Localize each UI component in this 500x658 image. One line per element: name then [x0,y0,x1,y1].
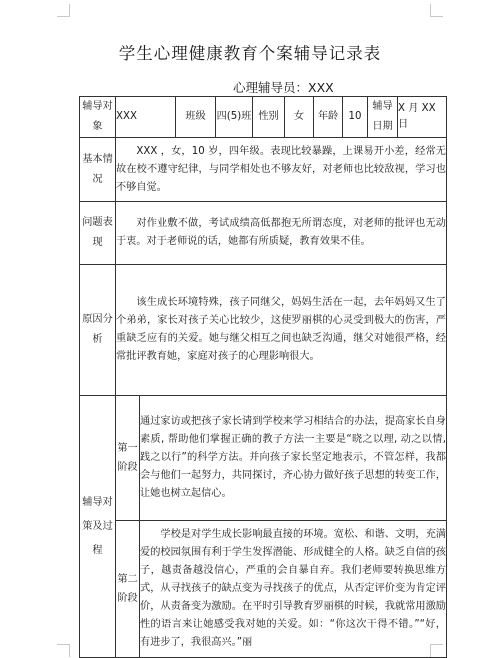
target-label: 辅导对象 [80,97,116,138]
problem-label: 问题表现 [80,202,116,265]
basic-row [80,138,447,202]
cause-label: 原因分析 [80,265,116,396]
counselor-line: 心理辅导员：XXX [233,80,334,95]
stage2-text: 学校是对学生成长影响最直接的环境。宽松、和谐、文明，充满爱的校园氛围有利于学生发挥潜能、形成健全的人格。缺乏自信的孩子，越责备越没信心，严重的会自暴自弃。我们老师要转换思维方式，从寻找孩子的缺点变为寻找孩子的优点，从否定评价变为肯定评价，从责备变为激励。在平时引导教育罗丽棋的时候，我就常用激励性的语言来让她感受我对她的关爱。如：“你这次干得不错。”“好，有进步了，我很高兴。”丽 [140,521,447,658]
info-row [80,97,447,138]
stage1-text: 通过家访或把孩子家长请到学校来学习相结合的办法，提高家长自身素质, 帮助他们掌握正确的教子方法一主要是“晓之以理, 动之以情, 践之以行”的科学方法。并向孩子家长坚定地表示，不管怎样，我都会与他们一起努力，共同探讨，齐心协力做好孩子思想的转变工作，让她也树立起信心。 [140,396,447,521]
date-value: X 月 XX 日 [398,97,447,138]
class-label: 班级 [176,97,216,138]
record-form-table [79,96,447,658]
target-value: XXX [116,97,176,138]
crop-mark-bottom-left [57,644,70,657]
crop-mark-top-left [57,4,70,17]
age-label: 年龄 [314,97,343,138]
document-title: 学生心理健康教育个案辅导记录表 [118,44,382,63]
problem-text: 对作业敷不做，考试成绩高低都抱无所谓态度，对老师的批评也无动于衷。对于老师说的话，她都有所质疑，教育效果不佳。 [116,202,447,265]
date-label: 辅导日期 [368,97,398,138]
problem-row [80,202,447,265]
stage2-label: 第二阶段 [116,521,140,658]
gender-label: 性别 [253,97,285,138]
process-label: 辅导对策及过程 [80,396,116,658]
cause-text: 该生成长环境特殊，孩子同继父，妈妈生活在一起，去年妈妈又生了个弟弟，家长对孩子关心比较少，这使罗丽棋的心灵受到极大的伤害，严重缺乏应有的关爱。她与继父相互之间也缺乏沟通，继父对她很严格，经常批评教育她，家庭对孩子的心理影响很大。 [116,265,447,396]
gender-value: 女 [285,97,314,138]
basic-label: 基本情况 [80,138,116,202]
crop-mark-top-right [430,4,443,17]
age-value: 10 [343,97,368,138]
class-value: 四(5)班 [216,97,253,138]
cause-row [80,265,447,396]
stage2-row [80,521,447,658]
stage1-row [80,396,447,521]
basic-text: XXX ，女，10 岁，四年级。表现比较暴躁，上课易开小差，经常无故在校不遵守纪律，与同学相处也不够友好，对老师也比较敌视，学习也不够自觉。 [116,138,447,202]
stage1-label: 第一阶段 [116,396,140,521]
